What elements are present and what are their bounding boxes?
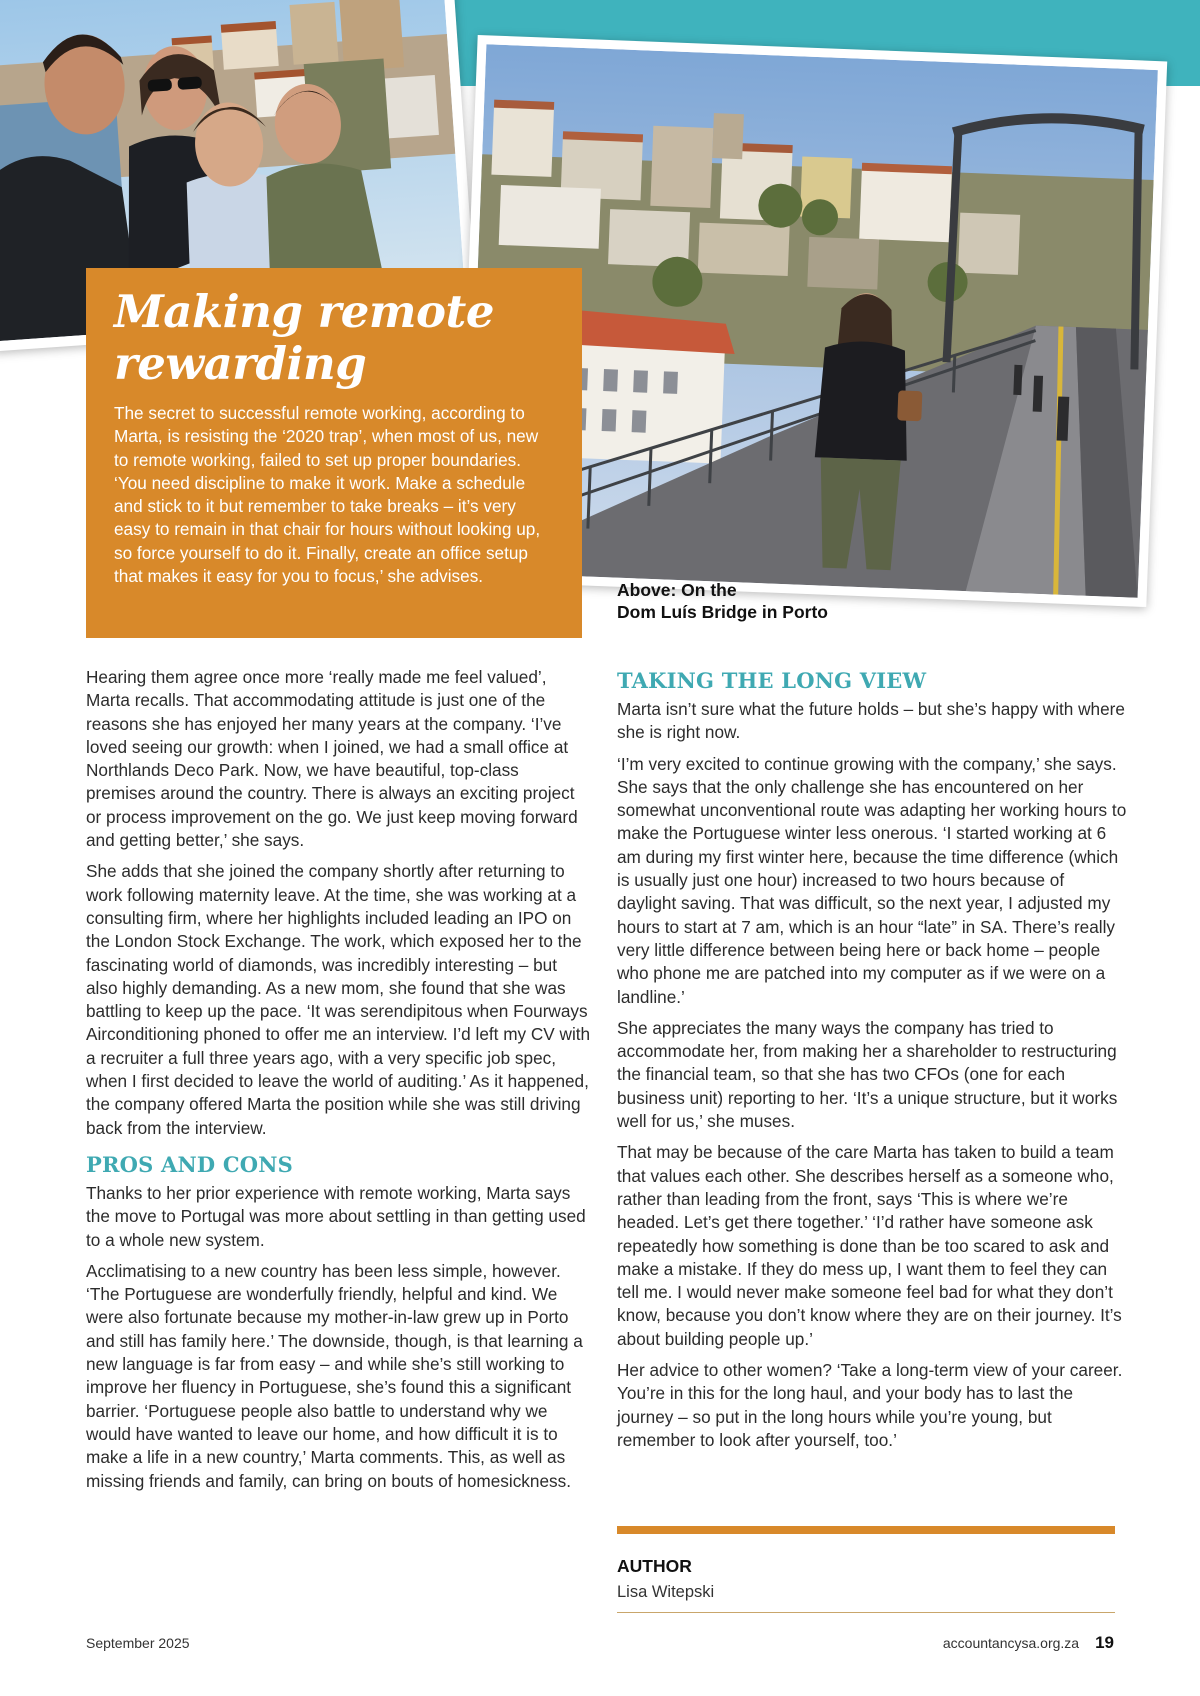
paragraph: ‘I’m very excited to continue growing with the company,’ she says. She says that the only challenge she has encountered on her somewhat unconventional route was adapting her working hours to make the Portuguese winter less onerous. ‘I started working at 6 am during my first winter here, because the time difference (which is usually just one hour) increased to two hours because of daylight saving. That was difficult, so the next year, I adjusted my hours to start at 7 am, which is an hour “late” in SA. There’s really very little difference between being here or back home – people who phone me are patched into my computer as if we were on a landline.’ [617, 753, 1127, 1007]
paragraph: Hearing them agree once more ‘really made me feel valued’, Marta recalls. That accommodating attitude is just one of the reasons she has enjoyed her many years at the company. ‘I’ve loved seeing our growth: when I joined, we had a small office at Northlands Deco Park. Now, we have beautiful, top-class premises around the country. There is always an exciting project or process improvement on the go. We just keep moving forward and getting better,’ she says. [86, 667, 578, 851]
page-number: 19 [1095, 1633, 1114, 1652]
photo-caption [617, 579, 917, 623]
footer-website-link[interactable]: accountancysa.org.za [942, 1635, 1080, 1651]
paragraph: Acclimatising to a new country has been less simple, however. ‘The Portuguese are wonderfully friendly, helpful and kind. We were also fortunate because my mother-in-law grew up in Porto and still has family here.’ The downside, though, is that learning a new language is far from easy – and while she’s still working to improve her fluency in Portuguese, she’s found this a significant barrier. ‘Portuguese people also battle to understand why we would have wanted to leave our home, and how difficult it is to make a life in a new country,’ Marta comments. This, as well as missing friends and family, can bring on bouts of homesickness. [86, 1260, 583, 1491]
author-block [617, 1526, 1115, 1613]
paragraph: That may be because of the care Marta has taken to build a team that values each other. She describes herself as a someone who, rather than leading from the front, says ‘This is where we’re headed. Let’s get there together.’ ‘I’d rather have someone ask repeatedly how something is done than be too scared to ask and make a mistake. If they do mess up, I want them to feel they can tell me. I would never make someone feel bad for what they don’t know, because you don’t know where they are on their journey. It’s about building people up.’ [617, 1142, 1122, 1349]
author-label: AUTHOR [617, 1556, 692, 1576]
footer-right [943, 1633, 1114, 1653]
paragraph: Thanks to her prior experience with remote working, Marta says the move to Portugal was more about settling in than getting used to a whole new system. [86, 1182, 586, 1250]
right-column [617, 668, 1127, 1460]
article-title-line1: Making remote [114, 285, 494, 338]
photo-caption-line2: Dom Luís Bridge in Porto [617, 602, 828, 622]
footer-date: September 2025 [86, 1635, 190, 1651]
intro-box [86, 268, 582, 638]
author-name: Lisa Witepski [617, 1583, 1115, 1613]
left-column [86, 666, 591, 1501]
section-heading-pros-cons: PROS AND CONS [86, 1151, 293, 1177]
intro-text: The secret to successful remote working, according to Marta, is resisting the ‘2020 trap’, when most of us, new to remote working, failed to set up proper boundaries. ‘You need discipline to make it work. Make a schedule and stick to it but remember to take breaks – it’s very easy to remain in that chair for hours without looking up, so force yourself to do it. Finally, create an office setup that makes it easy for you to focus,’ she advises. [114, 403, 541, 587]
section-heading-long-view: TAKING THE LONG VIEW [617, 668, 927, 693]
paragraph: She adds that she joined the company shortly after returning to work following maternity leave. At the time, she was working at a consulting firm, where her highlights included leading an IPO on the London Stock Exchange. The work, which exposed her to the fascinating world of diamonds, was incredibly interesting – but also highly demanding. As a new mom, she found that she was battling to keep up the pace. ‘It was serendipitous when Fourways Airconditioning phoned to offer me an interview. I’d left my CV with a recruiter a full three years ago, with a very specific job spec, when I first decided to leave the world of auditing.’ As it happened, the company offered Marta the position while she was still driving back from the interview. [86, 861, 591, 1138]
paragraph: Marta isn’t sure what the future holds – but she’s happy with where she is right now. [617, 699, 1125, 743]
author-divider [617, 1526, 1115, 1534]
paragraph: Her advice to other women? ‘Take a long-term view of your career. You’re in this for the long haul, and your body has to last the journey – so put in the long hours while you’re young, but remember to look after yourself, too.’ [617, 1360, 1123, 1450]
paragraph: She appreciates the many ways the company has tried to accommodate her, from making her a shareholder to restructuring the financial team, so that she has two CFOs (one for each business unit) reporting to her. ‘It’s a unique structure, but it works well for us,’ she muses. [617, 1017, 1118, 1132]
photo-caption-line1: Above: On the [617, 580, 737, 600]
article-title [114, 286, 554, 390]
article-title-line2: rewarding [114, 337, 367, 390]
